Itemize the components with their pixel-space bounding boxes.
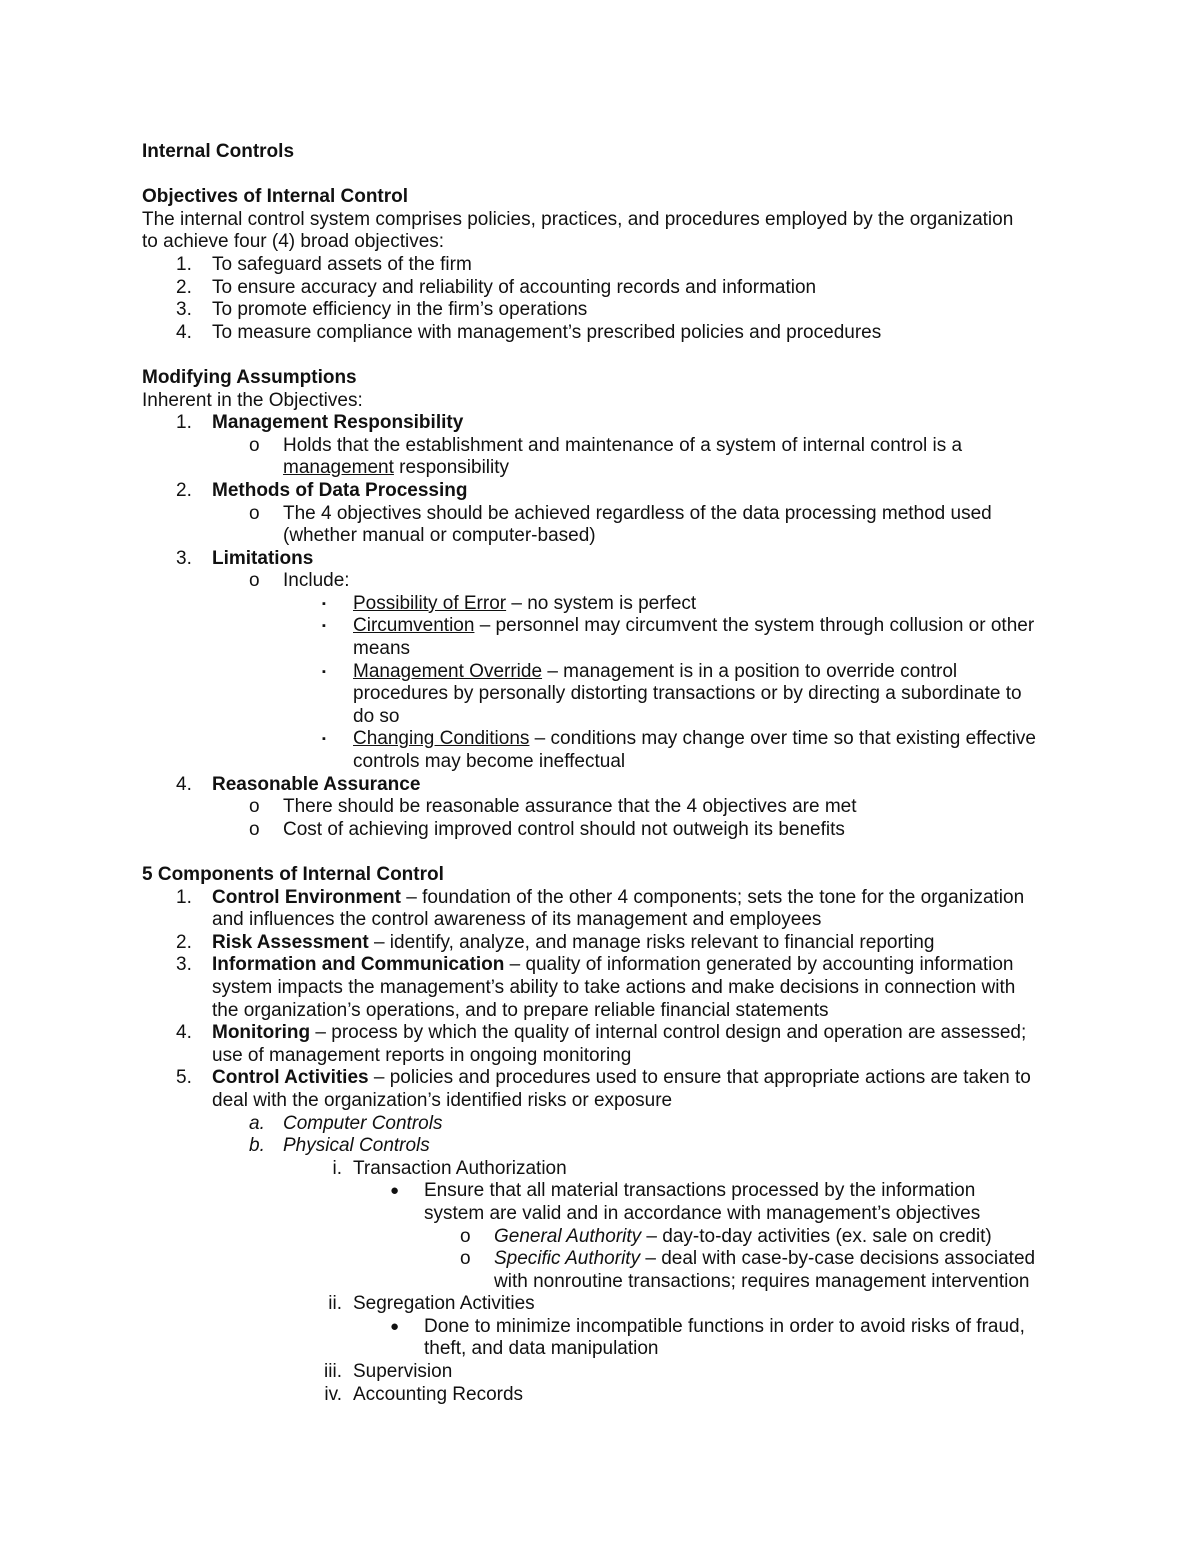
objective-item: 1. To safeguard assets of the firm [176,253,472,275]
assumption-item: 1. Management Responsibility [176,412,464,434]
assumption-item: 2. Methods of Data Processing [176,479,468,501]
objective-item: 3. To promote efficiency in the firm’s operations [176,299,588,321]
component-item: 4. Monitoring – process by which the quality of internal control design and operation are assessed; [176,1022,1027,1044]
authority-item-cont: with nonroutine transactions; requires management intervention [494,1270,1030,1292]
component-item-cont: system impacts the management’s ability to take actions and make decisions in connection with [212,976,1016,998]
limitation-item-cont: procedures by personally distorting transactions or by directing a subordinate to [353,683,1022,705]
component-item-cont: deal with the organization’s identified risks or exposure [212,1089,673,1111]
limitation-item-cont: controls may become ineffectual [353,751,626,773]
assumptions-heading: Modifying Assumptions [142,366,357,388]
bullet-item: ● Done to minimize incompatible functions in order to avoid risks of fraud, [390,1315,1025,1337]
component-item: 5. Control Activities – policies and procedures used to ensure that appropriate actions are taken to [176,1067,1031,1089]
objective-item: 2. To ensure accuracy and reliability of accounting records and information [176,276,817,298]
objectives-intro: The internal control system comprises policies, practices, and procedures employed by the organization [142,208,1014,230]
limitation-item-cont: do so [353,705,400,727]
component-item: 1. Control Environment – foundation of the other 4 components; sets the tone for the organization [176,886,1025,908]
assumptions-intro: Inherent in the Objectives: [142,389,363,411]
limitation-item-cont: means [353,638,411,660]
sub-bullet-cont: management responsibility [283,457,510,479]
objectives-heading: Objectives of Internal Control [142,186,409,208]
assumption-item: 4. Reasonable Assurance [176,773,421,795]
sub-bullet: o There should be reasonable assurance that the 4 objectives are met [249,796,857,818]
bullet-item-cont: system are valid and in accordance with management’s objectives [424,1202,981,1224]
sub-bullet: o The 4 objectives should be achieved regardless of the data processing method used [249,502,992,524]
physical-control-item: ii. Segregation Activities [328,1293,535,1315]
document-title: Internal Controls [142,141,295,162]
limitation-item: ▪ Circumvention – personnel may circumvent the system through collusion or other [322,615,1035,637]
physical-control-item: iii. Supervision [324,1361,453,1383]
physical-control-item: iv. Accounting Records [324,1383,524,1405]
authority-item: o General Authority – day-to-day activities (ex. sale on credit) [460,1225,992,1247]
limitation-item: ▪ Management Override – management is in a position to override control [322,660,958,682]
components-heading: 5 Components of Internal Control [142,864,444,885]
limitation-item: ▪ Possibility of Error – no system is perfect [322,592,697,614]
component-item-cont: use of management reports in ongoing monitoring [212,1044,632,1066]
limitation-item: ▪ Changing Conditions – conditions may change over time so that existing effective [322,728,1036,750]
component-item-cont: the organization’s operations, and to prepare reliable financial statements [212,999,829,1021]
bullet-item-cont: theft, and data manipulation [424,1338,659,1360]
sub-bullet-cont: (whether manual or computer-based) [283,525,596,547]
assumption-item: 3. Limitations [176,547,314,569]
objectives-intro-cont: to achieve four (4) broad objectives: [142,231,445,253]
physical-control-item: i. Transaction Authorization [332,1157,567,1179]
authority-item: o Specific Authority – deal with case-by-case decisions associated [460,1248,1036,1270]
bullet-item: ● Ensure that all material transactions processed by the information [390,1180,976,1202]
control-subtype: b. Physical Controls [249,1135,430,1157]
component-item-cont: and influences the control awareness of its management and employees [212,909,822,931]
component-item: 3. Information and Communication – quality of information generated by accounting information [176,954,1014,976]
control-subtype: a. Computer Controls [249,1112,443,1134]
sub-bullet: o Cost of achieving improved control should not outweigh its benefits [249,818,845,840]
component-item: 2. Risk Assessment – identify, analyze, and manage risks relevant to financial reporting [176,931,935,953]
objective-item: 4. To measure compliance with management’s prescribed policies and procedures [176,321,882,343]
sub-bullet: o Holds that the establishment and maintenance of a system of internal control is a [249,434,963,456]
document-body [142,141,1072,1406]
sub-bullet: o Include: [249,570,350,592]
